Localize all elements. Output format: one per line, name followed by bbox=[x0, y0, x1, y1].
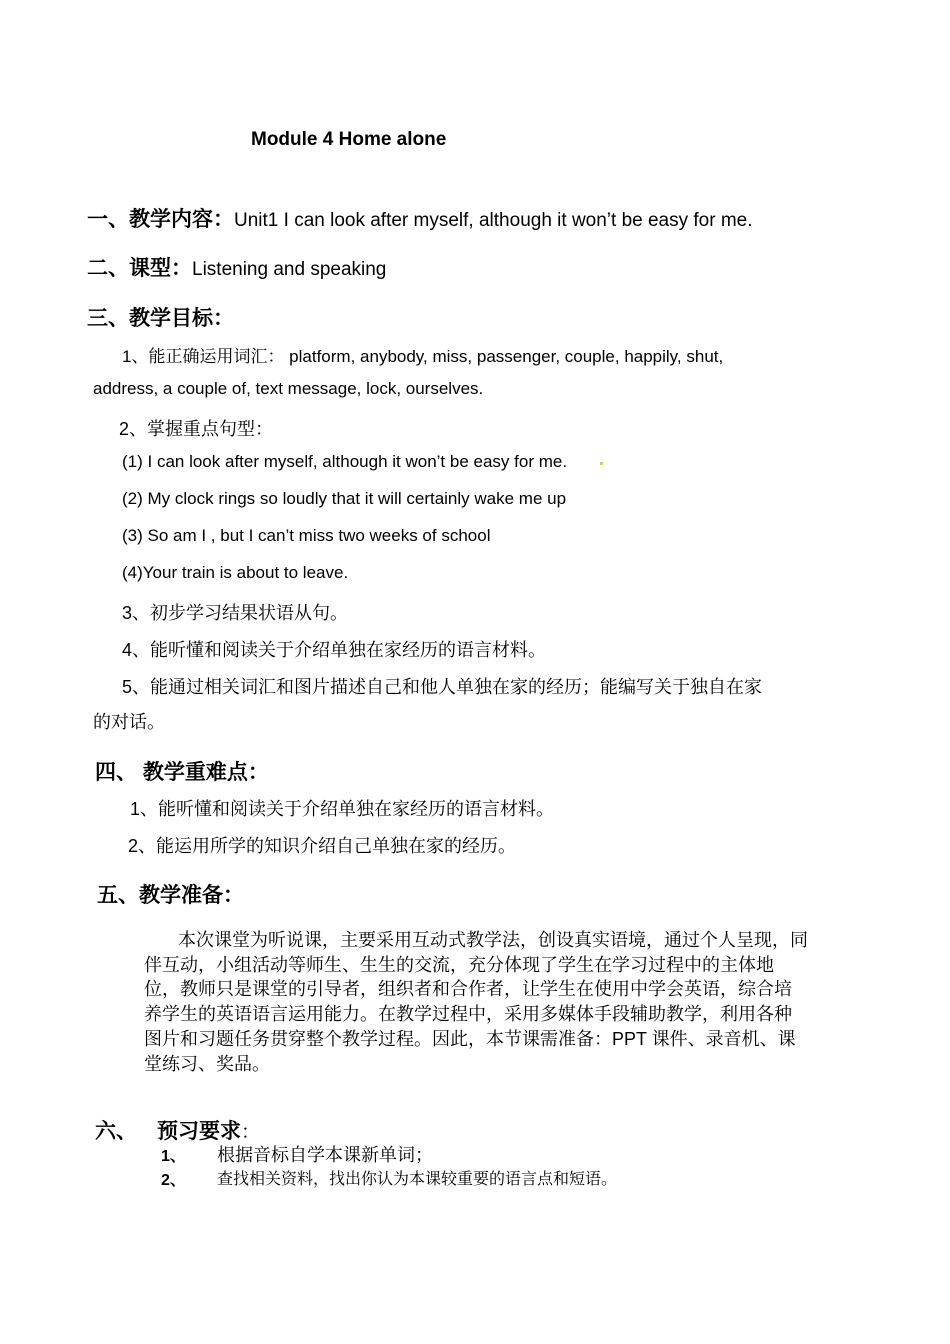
objective-2: 2、掌握重点句型： bbox=[119, 419, 274, 439]
objective-4: 4、能听懂和阅读关于介绍单独在家经历的语言材料。 bbox=[122, 640, 547, 660]
key-point-2: 2、能运用所学的知识介绍自己单独在家的经历。 bbox=[128, 836, 517, 856]
page-title: Module 4 Home alone bbox=[251, 129, 447, 150]
section-content bbox=[87, 203, 753, 233]
section-objectives-heading: 三、教学目标： bbox=[87, 307, 234, 330]
sentence-1: (1) I can look after myself, although it won’t be easy for me. bbox=[122, 452, 568, 471]
section-type-label: 二、课型： bbox=[87, 257, 192, 280]
preview-item-1-number: 1、 bbox=[161, 1148, 186, 1165]
sentence-3: (3) So am I , but I can’t miss two weeks of school bbox=[122, 526, 491, 545]
objective-3: 3、初步学习结果状语从句。 bbox=[122, 603, 349, 623]
objective-5-line-1: 5、能通过相关词汇和图片描述自己和他人单独在家的经历；能编写关于独自在家 bbox=[122, 677, 763, 697]
preview-item-1-text: 根据音标自学本课新单词； bbox=[217, 1145, 433, 1165]
section-content-label: 一、教学内容： bbox=[87, 208, 234, 231]
preview-heading-colon: ： bbox=[241, 1122, 261, 1143]
section-content-text: Unit1 I can look after myself, although it won’t be easy for me. bbox=[234, 210, 753, 231]
preview-item-2-text: 查找相关资料，找出你认为本课较重要的语言点和短语。 bbox=[217, 1171, 618, 1188]
section-key-points-heading: 四、 教学重难点： bbox=[95, 761, 269, 784]
sentence-4: (4)Your train is about to leave. bbox=[122, 563, 349, 582]
objective-1-line-1: 1、能正确运用词汇： platform, anybody, miss, passenger, couple, happily, shut, bbox=[122, 347, 724, 366]
section-type bbox=[87, 252, 386, 282]
objective-1-line-2: address, a couple of, text message, lock, ourselves. bbox=[93, 379, 484, 398]
section-preparation-heading: 五、教学准备： bbox=[97, 884, 244, 907]
preview-heading-number: 六、 bbox=[95, 1120, 137, 1143]
key-point-1: 1、能听懂和阅读关于介绍单独在家经历的语言材料。 bbox=[130, 799, 555, 819]
sentence-2: (2) My clock rings so loudly that it will certainly wake me up bbox=[122, 489, 567, 508]
stray-mark bbox=[600, 462, 603, 465]
preview-item-2-number: 2、 bbox=[161, 1172, 186, 1189]
section-type-text: Listening and speaking bbox=[192, 259, 387, 280]
objective-5-line-2: 的对话。 bbox=[93, 712, 165, 732]
preview-heading-text: 预习要求 bbox=[157, 1120, 241, 1143]
preparation-paragraph: 本次课堂为听说课，主要采用互动式教学法，创设真实语境，通过个人呈现，同伴互动，小组活动等师生、生生的交流，充分体现了学生在学习过程中的主体地位，教师只是课堂的引导者，组织者和合作者，让学生在使用中学会英语，综合培养学生的英语语言运用能力。在教学过程中，采用多媒体手段辅助教学，利用各种图片和习题任务贯穿整个教学过程。因此，本节课需准备：PPT 课件、录音机、课堂练习、奖品。 bbox=[144, 930, 808, 1074]
